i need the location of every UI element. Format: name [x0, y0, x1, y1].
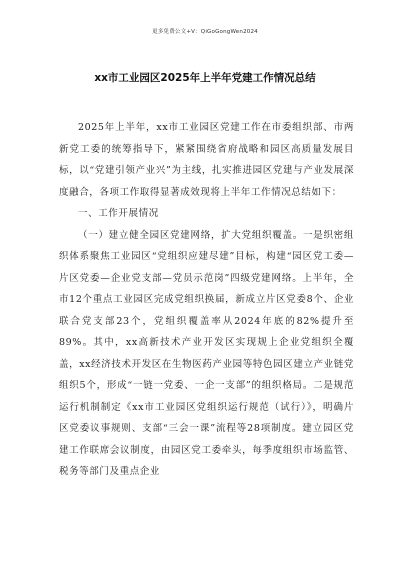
intro-paragraph: 2025年上半年，xx市工业园区党建工作在市委组织部、市两新党工委的统筹指导下，紧紧围绕省府战略和园区高质量发展目标，以“党建引领产业兴”为主线，扎实推进园区党建与产业发展深度融合，各项工作取得显著成效现将上半年工作情况总结如下：: [59, 122, 354, 198]
document-body: [59, 117, 354, 483]
section-heading: 一、工作开展情况: [78, 208, 159, 219]
document-title: xx市工业园区2025年上半年党建工作情况总结: [94, 72, 316, 84]
item-paragraph: （一）建立健全园区党建网络，扩大党组织覆盖。一是织密组织体系聚焦工业园区“党组织应建尽建”目标，构建“园区党工委—片区党委—企业党支部—党员示范岗”四级党建网络。上半年，全市12个重点工业园区完成党组织换届，新成立片区党委8个、企业联合党支部23个，党组织覆盖率从2024年底的82%提升至89%。其中，xx高新技术产业开发区实现规上企业党组织全覆盖，xx经济技术开发区在生物医药产业园等特色园区建立产业链党组织5个，形成“一链一党委、一企一支部”的组织格局。二是规范运行机制制定《xx市工业园区党组织运行规范（试行）》，明确片区党委议事规则、支部“三会一课”流程等28项制度。建立园区党建工作联席会议制度，由园区党工委牵头，每季度组织市场监管、税务等部门及重点企业: [59, 229, 354, 477]
header-note: 更多免费公文+V：QiGoGongWen2024: [152, 29, 258, 35]
